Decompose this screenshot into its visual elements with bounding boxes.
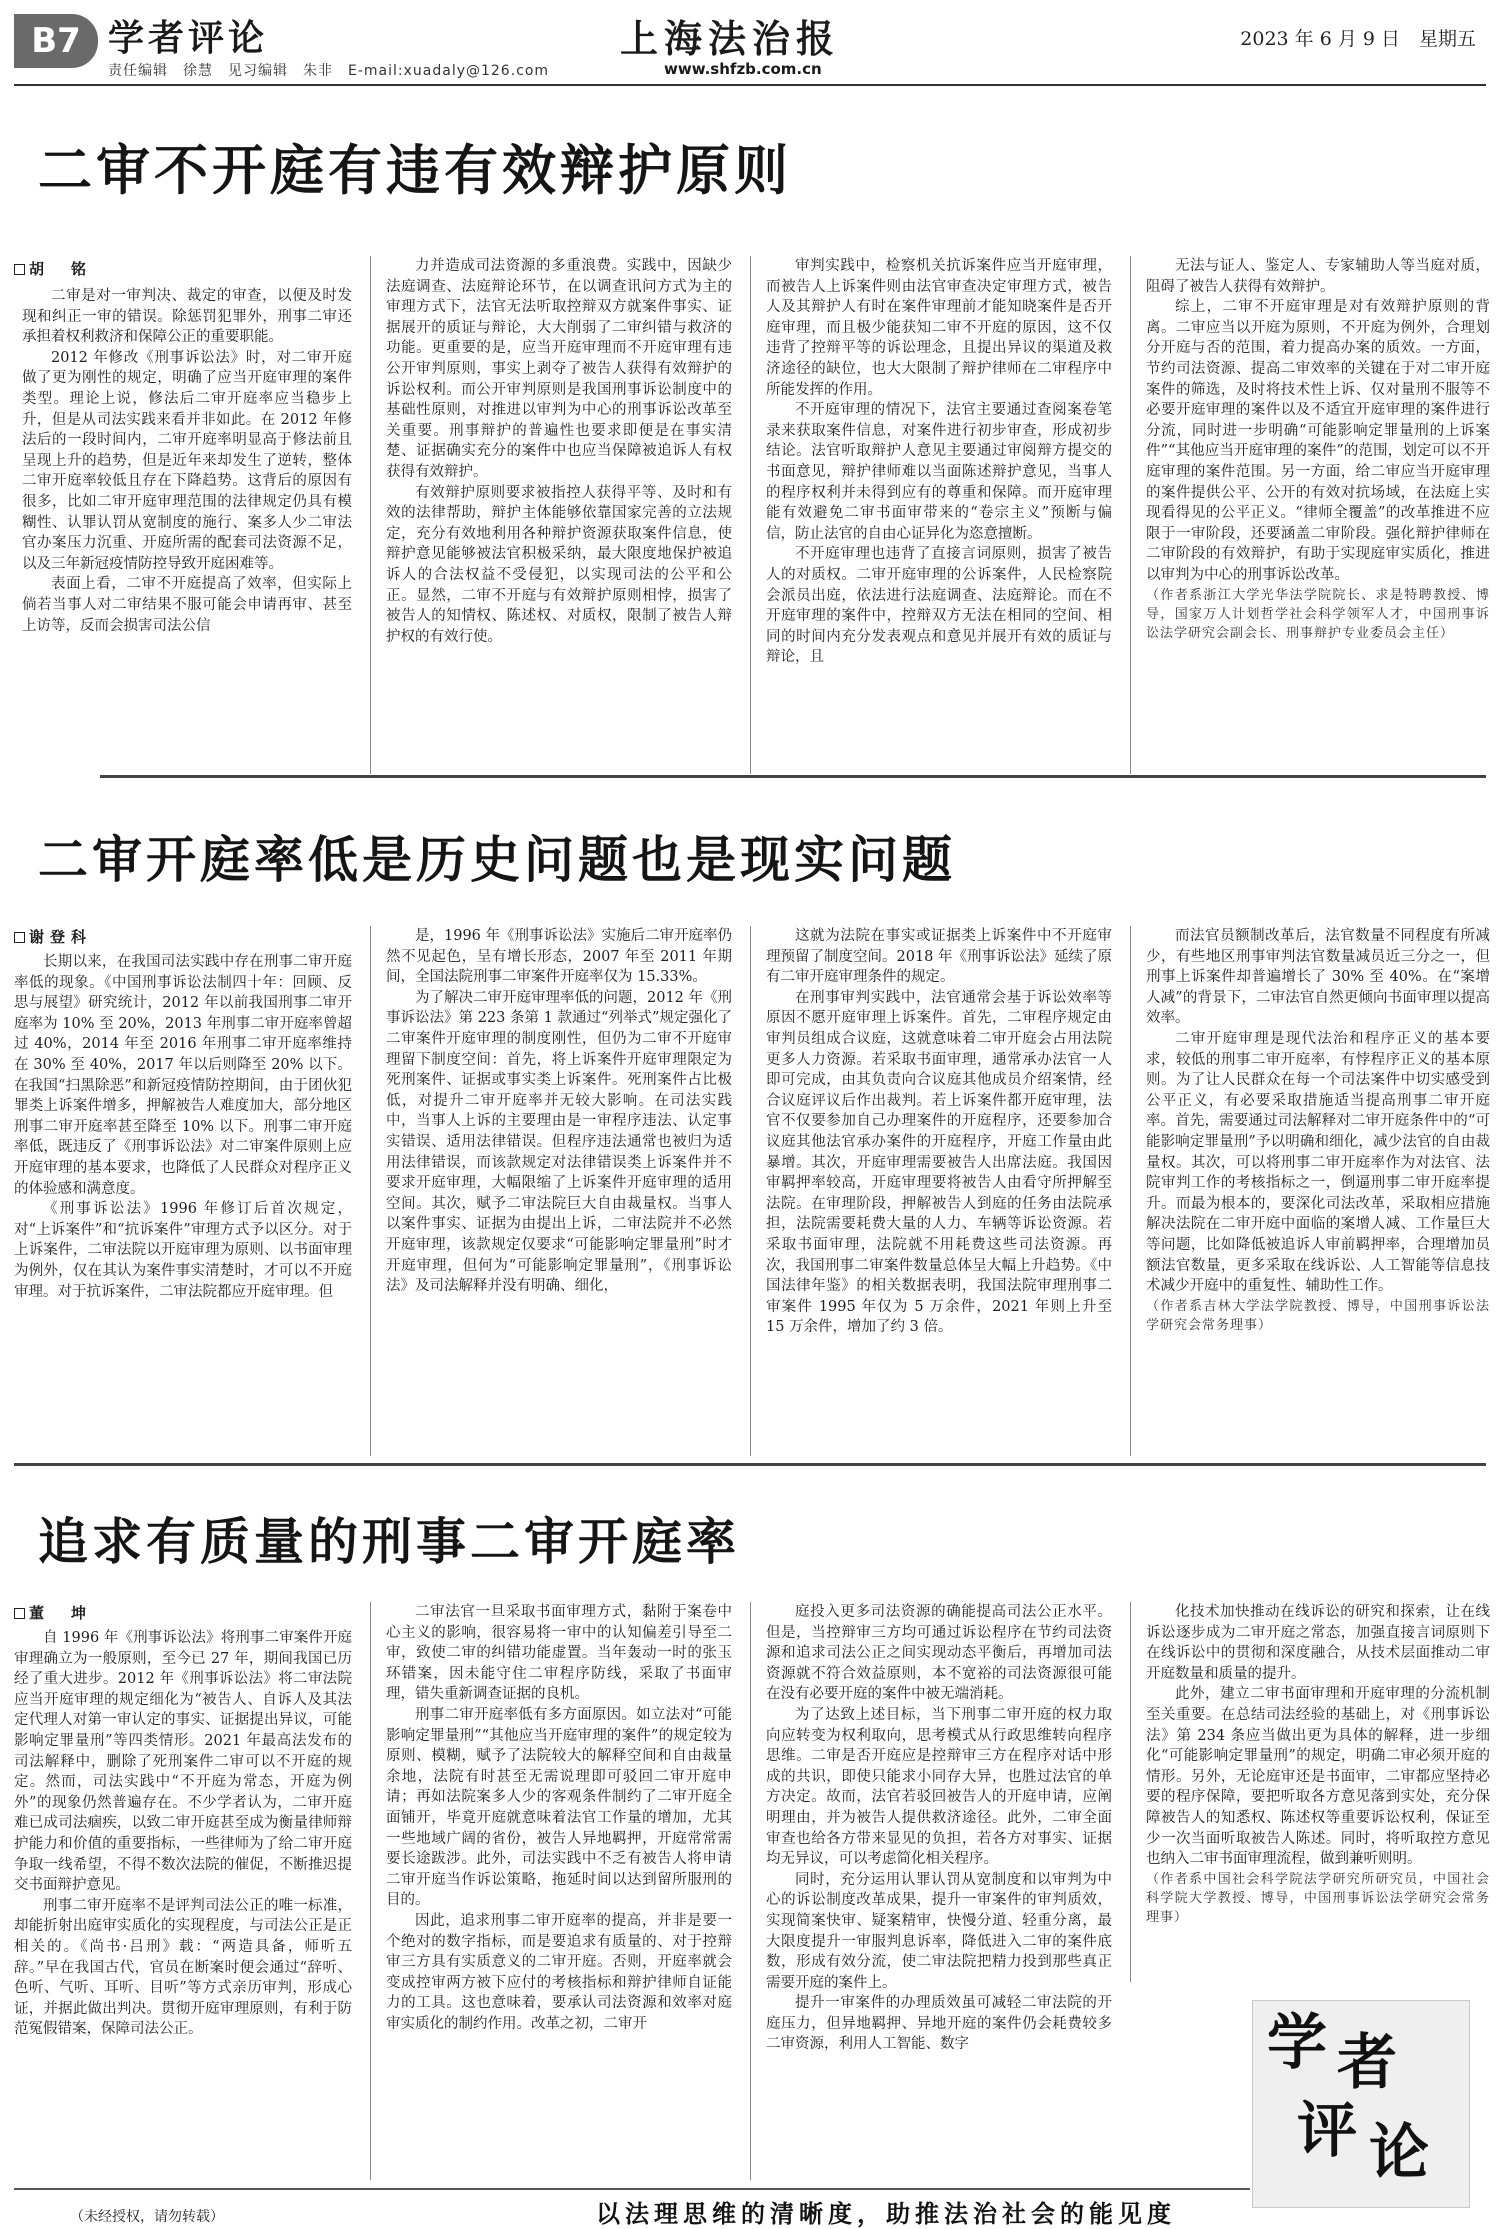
page-number-badge: B7 [14,14,98,68]
column-divider [1130,256,1131,774]
article-paragraph: 化技术加快推动在线诉讼的研究和探索，让在线诉讼逐步成为二审开庭之常态，加强直接言词原则下在线诉讼中的贯彻和深度融合，从技术层面推动二审开庭数量和质量的提升。 [1146,1604,1490,1682]
article-paragraph: 而法官员额制改革后，法官数量不同程度有所减少，有些地区刑事审判法官数量减员近三分之一，但刑事上诉案件却普遍增长了 30% 至 40%。在“案增人减”的背景下，二审法官自然更倾向书面审理以提高效率。 [1146,928,1490,1027]
article-paragraph: 力并造成司法资源的多重浪费。实践中，因缺少法庭调查、法庭辩论环节，在以调查讯问方式为主的审理方式下，法官无法听取控辩双方就案件事实、证据展开的质证与辩论，大大削弱了二审纠错与救济的功能。更重要的是，应当开庭审理而不开庭审理有违公开审判原则，事实上剥夺了被告人获得有效辩护的诉讼权利。而公开审判原则是我国刑事诉讼制度中的基础性原则，对推进以审判为中心的刑事诉讼改革至关重要。刑事辩护的普遍性也要求即便是在事实清楚、证据确实充分的案件中也应当保障被追诉人有权获得有效辩护。 [386,258,732,480]
article-paragraph: 2012 年修改《刑事诉讼法》时，对二审开庭做了更为刚性的规定，明确了应当开庭审理的案件类型。理论上说，修法后二审开庭率应当稳步上升，但是从司法实践来看并非如此。在 2012 年修法后的一段时间内，二审开庭率明显高于修法前且呈现上升的趋势，但是近年来却发生了逆转，整体二审开庭率较低且存在下降趋势。这背后的原因有很多，比如二审开庭审理范围的法律规定仍具有模糊性、认罪认罚从宽制度的施行、案多人少二审法官办案压力沉重、开庭所需的配套司法资源不足，以及三年新冠疫情防控导致开庭困难等。 [22,349,352,572]
column-divider [750,1602,751,2180]
article-column [766,926,1112,1452]
article-column [386,1602,732,2180]
article-column [1146,926,1490,1452]
author-bio: （作者系吉林大学法学院教授、博导，中国刑事诉讼法学研究会常务理事） [1146,1298,1490,1333]
article-paragraph: 为了达致上述目标，当下刑事二审开庭的权力取向应转变为权利取向，思考模式从行政思维转向程序思维。二审是否开庭应是控辩审三方在程序对话中形成的共识，即使只能求小同存大异，也胜过法官的单方决定。故而，法官若驳回被告人的开庭申请，应阐明理由，并为被告人提供救济途径。此外，二审全面审查也给各方带来显见的负担，若各方对事实、证据均无异议，可以考虑简化相关程序。 [766,1706,1112,1868]
editor-credits: 责任编辑 徐慧 见习编辑 朱非 E-mail:xuadaly@126.com [108,63,550,79]
article-column [1146,256,1490,774]
article-column [1146,1602,1490,1982]
masthead [0,0,1500,92]
article-column [386,256,732,774]
article-paragraph: 庭投入更多司法资源的确能提高司法公正水平。但是，当控辩审三方均可通过诉讼程序在节约司法资源和追求司法公正之间实现动态平衡后，再增加司法资源就不符合效益原则，本不宽裕的司法资源很可能在没有必要开庭的案件中被无端消耗。 [766,1604,1112,1703]
column-divider [370,926,371,1456]
article-column [14,952,352,1452]
article-paragraph: 不开庭审理的情况下，法官主要通过查阅案卷笔录来获取案件信息，对案件进行初步审查，形成初步结论。法官听取辩护人意见主要通过审阅辩方提交的书面意见，辩护律师难以当面陈述辩护意见，当事人的程序权利并未得到应有的尊重和保障。而开庭审理能有效避免二审书面审带来的“卷宗主义”预断与偏信，防止法官的自由心证异化为恣意擅断。 [766,402,1112,542]
article-paragraph: 不开庭审理也违背了直接言词原则，损害了被告人的对质权。二审开庭审理的公诉案件，人民检察院会派员出庭，依法进行法庭调查、法庭辩论。而在不开庭审理的案件中，控辩双方无法在相同的空间、相同的时间内充分发表观点和意见并展开有效的质证与辩论，且 [766,546,1112,666]
newspaper-website: www.shfzb.com.cn [664,60,822,78]
article-2 [0,780,1500,1466]
logo-char: 论 [1369,2118,1429,2188]
column-slogan: 以法理思维的清晰度，助推法治社会的能见度 [596,2200,1176,2228]
article-paragraph: 此外，建立二审书面审理和开庭审理的分流机制至关重要。在总结司法经验的基础上，对《刑事诉讼法》第 234 条应当做出更为具体的解释，进一步细化“可能影响定罪量刑”的规定，明确二审必须开庭的情形。另外，无论庭审还是书面审，二审都应坚持必要的程序保障，要把听取各方意见落到实处，充分保障被告人的知悉权、陈述权等重要诉讼权利，保证至少一次当面听取被告人陈述。同时，将听取控方意见也纳入二审书面审理流程，做到兼听则明。 [1146,1686,1490,1868]
column-divider [1130,926,1131,1456]
column-divider [1130,1602,1131,1982]
logo-char: 学 [1267,2008,1327,2078]
column-divider [370,256,371,774]
article-divider [100,775,1486,778]
article-paragraph: 因此，追求刑事二审开庭率的提高，并非是要一个绝对的数字指标，而是要追求有质量的、对于控辩审三方具有实质意义的二审开庭。否则，开庭率就会变成控审两方被下应付的考核指标和辩护律师自证能力的工具。这也意味着，要承认司法资源和效率对庭审实质化的制约作用。改革之初，二审开 [386,1912,732,2032]
article-paragraph: 在刑事审判实践中，法官通常会基于诉讼效率等原因不愿开庭审理上诉案件。首先，二审程序规定由审判员组成合议庭，这就意味着二审开庭会占用法院更多人力资源。若采取书面审理，通常承办法官一人即可完成，由其负责向合议庭其他成员介绍案情，经合议庭评议后作出裁判。若上诉案件都开庭审理，法官不仅要参加自己办理案件的开庭程序，还要参加合议庭其他法官承办案件的开庭程序，开庭工作量由此暴增。其次，开庭审理需要被告人出席法庭。我国因审羁押率较高，开庭审理要将被告人由看守所押解至法院。在审理阶段，押解被告人到庭的任务由法院承担，法院需要耗费大量的人力、车辆等诉讼资源。若采取书面审理，法院就不用耗费这些司法资源。再次，我国刑事二审案件数量总体呈大幅上升趋势。《中国法律年鉴》的相关数据表明，我国法院审理刑事二审案件 1995 年仅为 5 万余件，2021 年则上升至 15 万余件，增加了约 3 倍。 [766,989,1112,1336]
logo-char: 者 [1337,2028,1397,2098]
article-column [22,286,352,774]
publication-date: 2023 年 6 月 9 日 星期五 [1240,28,1476,50]
footer-divider [14,2188,1250,2190]
author-bio: （作者系浙江大学光华法学院院长、求是特聘教授、博导，国家万人计划哲学社会科学领军人才，中国刑事诉讼法学研究会副会长、刑事辩护专业委员会主任） [1146,587,1490,641]
article-column [766,1602,1112,2180]
article-paragraph: 这就为法院在事实或证据类上诉案件中不开庭审理预留了制度空间。2018 年《刑事诉讼法》延续了原有二审开庭审理条件的规定。 [766,928,1112,986]
column-logo [1252,2000,1470,2208]
article-paragraph: 是，1996 年《刑事诉讼法》实施后二审开庭率仍然不见起色，呈有增长形态，2007 年至 2011 年期间，全国法院刑事二审案件开庭率仅为 15.33%。 [386,928,732,986]
article-paragraph: 刑事二审开庭率不是评判司法公正的唯一标准，却能折射出庭审实质化的实现程度，与司法公正是正相关的。《尚书·吕刑》载：“两造具备，师听五辞。”早在我国古代，官员在断案时便会通过“辞听、色听、气听、耳听、目听”等方式亲历审判，形成心证，并据此做出判决。贯彻开庭审理原则，有利于防范冤假错案，保障司法公正。 [14,1897,352,2038]
article-divider [14,1463,1486,1466]
article-paragraph: 刑事二审开庭率低有多方面原因。如立法对“可能影响定罪量刑”“其他应当开庭审理的案件”的规定较为原则、模糊，赋予了法院较大的解释空间和自由裁量余地，法院有时甚至无需说理即可驳回二审开庭申请；再如法院案多人少的客观条件制约了二审开庭全面铺开，毕竟开庭就意味着法官工作量的增加，尤其一些地域广阔的省份，被告人异地羁押，开庭常常需要长途跋涉。此外，司法实践中不乏有被告人将申请二审开庭当作诉讼策略，拖延时间以达到留所服刑的目的。 [386,1706,732,1909]
article-paragraph: 二审开庭审理是现代法治和程序正义的基本要求，较低的刑事二审开庭率，有悖程序正义的基本原则。为了让人民群众在每一个司法案件中切实感受到公平正义，有必要采取措施适当提高刑事二审开庭率。首先，需要通过司法解释对二审开庭条件中的“可能影响定罪量刑”予以明确和细化，减少法官的自由裁量权。其次，可以将刑事二审开庭率作为对法官、法院审判工作的考核指标之一，倒逼刑事二审开庭率提升。而最为根本的，要深化司法改革，采取相应措施解决法院在二审开庭中面临的案增人减、工作量巨大等问题，比如降低被追诉人审前羁押率，合理增加员额法官数量，更多采取在线诉讼、人工智能等信息技术减少开庭中的重复性、辅助性工作。 [1146,1030,1490,1295]
copyright-note: （未经授权，请勿转载） [70,2209,224,2225]
article-column [386,926,732,1452]
article-paragraph: 同时，充分运用认罪认罚从宽制度和以审判为中心的诉讼制度改革成果，提升一审案件的审判质效，实现简案快审、疑案精审，快慢分道、轻重分离，最大限度提升一审服判息诉率，降低进入二审的案件底数，形成有效分流，使二审法院把精力投到那些真正需要开庭的案件上。 [766,1871,1112,1991]
article-paragraph: 表面上看，二审不开庭提高了效率，但实际上倘若当事人对二审结果不服可能会申请再审、甚至上访等，反而会损害司法公信 [22,576,352,634]
masthead-divider [14,84,1486,86]
section-name: 学者评论 [108,18,269,59]
article-paragraph: 自 1996 年《刑事诉讼法》将刑事二审案件开庭审理确立为一般原则，至今已 27 年，期间我国已历经了重大进步。2012 年《刑事诉讼法》将二审法院应当开庭审理的规定细化为“被告人、自诉人及其法定代理人对第一审认定的事实、证据提出异议，可能影响定罪量刑”等四类情形。2021 年最高法发布的司法解释中，删除了死刑案件二审可以不开庭的规定。然而，司法实践中“不开庭为常态，开庭为例外”的现象仍然普遍存在。不少学者认为，二审开庭难已成司法痼疾，以致二审开庭甚至成为衡量律师辩护能力和价值的重要指标，一些律师为了给二审开庭争取一线希望，不得不数次法院的催促，不断推迟提交书面辩护意见。 [14,1630,352,1894]
article-paragraph: 二审法官一旦采取书面审理方式，黏附于案卷中心主义的影响，很容易将一审中的认知偏差引导至二审，致使二审的纠错功能虚置。当年轰动一时的张玉环错案，因未能守住二审程序防线，采取了书面审理，错失重新调查证据的良机。 [386,1604,732,1703]
article-1 [0,92,1500,778]
article-paragraph: 长期以来，在我国司法实践中存在刑事二审开庭率低的现象。《中国刑事诉讼法制四十年：回顾、反思与展望》研究统计，2012 年以前我国刑事二审开庭率为 10% 至 20%，2013 年刑事二审开庭率曾超过 40%，2014 年至 2016 年刑事二审开庭率维持在 30% 至 40%，2017 年以后则降至 20% 以下。在我国“扫黑除恶”和新冠疫情防控期间，由于团伙犯罪类上诉案件增多，押解被告人难度加大，部分地区刑事二审开庭率甚至降至 10% 以下。刑事二审开庭率低，既违反了《刑事诉讼法》对二审案件原则上应开庭审理的基本要求，也降低了人民群众对程序正义的体验感和满意度。 [14,954,352,1197]
article-headline: 二审不开庭有违有效辩护原则 [38,138,792,202]
article-paragraph: 审判实践中，检察机关抗诉案件应当开庭审理，而被告人上诉案件则由法官审查决定审理方式，被告人及其辩护人有时在案件审理前才能知晓案件是否开庭审理，而且极少能获知二审不开庭的原因，这不仅违背了控辩平等的诉讼理念，且提出异议的渠道及救济途径的缺位，也大大限制了辩护律师在二审程序中所能发挥的作用。 [766,258,1112,398]
article-column [14,1628,352,2180]
article-paragraph: 《刑事诉讼法》1996 年修订后首次规定，对“上诉案件”和“抗诉案件”审理方式予以区分。对于上诉案件，二审法院以开庭审理为原则、以书面审理为例外，仅在其认为案件事实清楚时，才可以不开庭审理。对于抗诉案件，二审法院都应开庭审理。但 [14,1201,352,1300]
article-paragraph: 无法与证人、鉴定人、专家辅助人等当庭对质，阻碍了被告人获得有效辩护。 [1146,258,1490,295]
article-paragraph: 为了解决二审开庭审理率低的问题，2012 年《刑事诉讼法》第 223 条第 1 款通过“列举式”规定强化了二审案件开庭审理的制度刚性，但仍为二审不开庭审理留下制度空间：首先，将上诉案件开庭审理限定为死刑案件、证据或事实类上诉案件。死刑案件占比极低，对提升二审开庭率并无较大影响。在司法实践中，当事人上诉的主要理由是一审程序违法、认定事实错误、适用法律错误。但程序违法通常也被归为适用法律错误，而该款规定对法律错误类上诉案件并不要求开庭审理，大幅限缩了上诉案件开庭审理的适用空间。其次，赋予二审法院巨大自由裁量权。当事人以案件事实、证据为由提出上诉，二审法院并不必然开庭审理，该款规定仅要求“可能影响定罪量刑”时才开庭审理，但何为“可能影响定罪量刑”，《刑事诉讼法》及司法解释并没有明确、细化， [386,989,732,1295]
column-divider [750,256,751,774]
article-headline: 二审开庭率低是历史问题也是现实问题 [38,830,956,889]
article-author: 胡 铭 [14,258,92,279]
author-bio: （作者系中国社会科学院法学研究所研究员，中国社会科学院大学教授、博导，中国刑事诉讼法学研究会常务理事） [1146,1871,1490,1925]
article-author: 谢登科 [14,926,92,947]
article-paragraph: 综上，二审不开庭审理是对有效辩护原则的背离。二审应当以开庭为原则，不开庭为例外，合理划分开庭与否的范围，着力提高办案的质效。一方面，节约司法资源、提高二审效率的关键在于对二审开庭案件的筛选，及时将技术性上诉、仅对量刑不服等不必要开庭审理的案件以及不适宜开庭审理的案件进行分流，同时进一步明确“可能影响定罪量刑的上诉案件”“其他应当开庭审理的案件”的范围，划定可以不开庭审理的案件范围。另一方面，给二审应当开庭审理的案件提供公平、公开的有效对抗场域，在法庭上实现看得见的公平正义。“律师全覆盖”的改革推进不应限于一审阶段，还要涵盖二审阶段。强化辩护律师在二审阶段的有效辩护，有助于实现庭审实质化，推进以审判为中心的刑事诉讼改革。 [1146,299,1490,583]
newspaper-name: 上海法治报 [620,16,841,61]
article-paragraph: 有效辩护原则要求被指控人获得平等、及时和有效的法律帮助，辩护主体能够依靠国家完善的立法规定，充分有效地利用各种辩护资源获取案件信息，使辩护意见能够被法官积极采纳，最大限度地保护被追诉人的合法权益不受侵犯，以实现司法的公平和公正。显然，二审不开庭与有效辩护原则相悖，损害了被告人的知情权、陈述权、对质权，限制了被告人辩护权的有效行使。 [386,484,732,645]
column-divider [370,1602,371,2180]
column-divider [750,926,751,1456]
article-paragraph: 提升一审案件的办理质效虽可减轻二审法院的开庭压力，但异地羁押、异地开庭的案件仍会耗费较多二审资源，利用人工智能、数字 [766,1995,1112,2053]
logo-char: 评 [1297,2096,1357,2166]
article-column [766,256,1112,774]
column-logo-text [1253,2001,1469,2207]
article-author: 董 坤 [14,1602,92,1623]
article-headline: 追求有质量的刑事二审开庭率 [38,1512,740,1571]
article-paragraph: 二审是对一审判决、裁定的审查，以便及时发现和纠正一审的错误。除惩罚犯罪外，刑事二审还承担着权利救济和保障公正的重要职能。 [22,288,352,346]
